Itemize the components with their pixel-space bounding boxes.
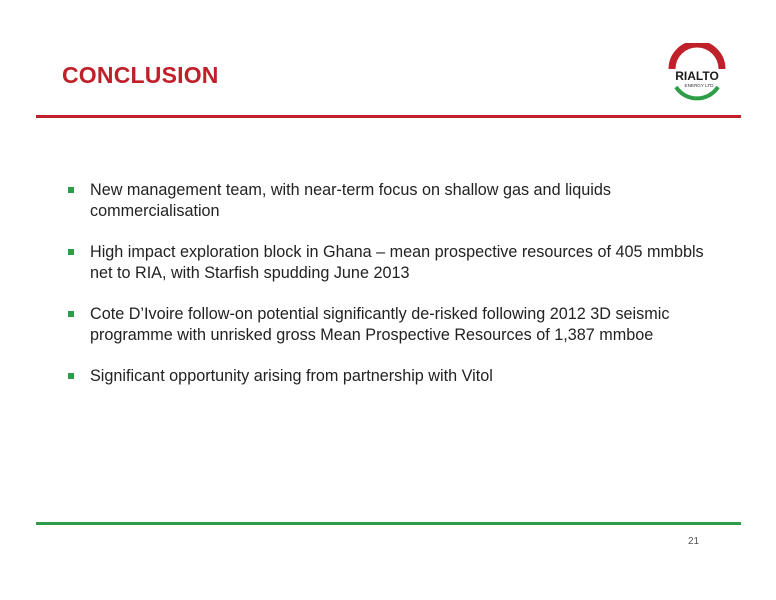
bullet-list — [64, 180, 724, 407]
bullet-text: High impact exploration block in Ghana – mean prospective resources of 405 mmbbls net to RIA, with Starfish spudding June 2013 — [90, 243, 704, 282]
rialto-logo — [664, 43, 730, 105]
bullet-text: Significant opportunity arising from partnership with Vitol — [90, 367, 493, 385]
slide-title: CONCLUSION — [62, 62, 219, 88]
bullet-text: Cote D’Ivoire follow-on potential significantly de-risked following 2012 3D seismic programme with unrisked gross Mean Prospective Resources of 1,387 mmboe — [90, 305, 670, 344]
bullet-item — [64, 304, 724, 346]
logo-red-arc — [672, 44, 722, 69]
bullet-text: New management team, with near-term focus on shallow gas and liquids commercialisation — [90, 181, 611, 220]
square-bullet-icon — [68, 373, 74, 379]
square-bullet-icon — [68, 249, 74, 255]
bullet-item — [64, 366, 724, 387]
bullet-item — [64, 242, 724, 284]
logo-brand-text: RIALTO — [675, 69, 719, 83]
top-divider — [36, 115, 741, 118]
square-bullet-icon — [68, 187, 74, 193]
logo-green-arc — [676, 87, 718, 98]
page-number: 21 — [688, 536, 700, 547]
bottom-divider — [36, 522, 741, 525]
bullet-item — [64, 180, 724, 222]
square-bullet-icon — [68, 311, 74, 317]
logo-tagline-text: ENERGY LTD — [684, 83, 714, 88]
